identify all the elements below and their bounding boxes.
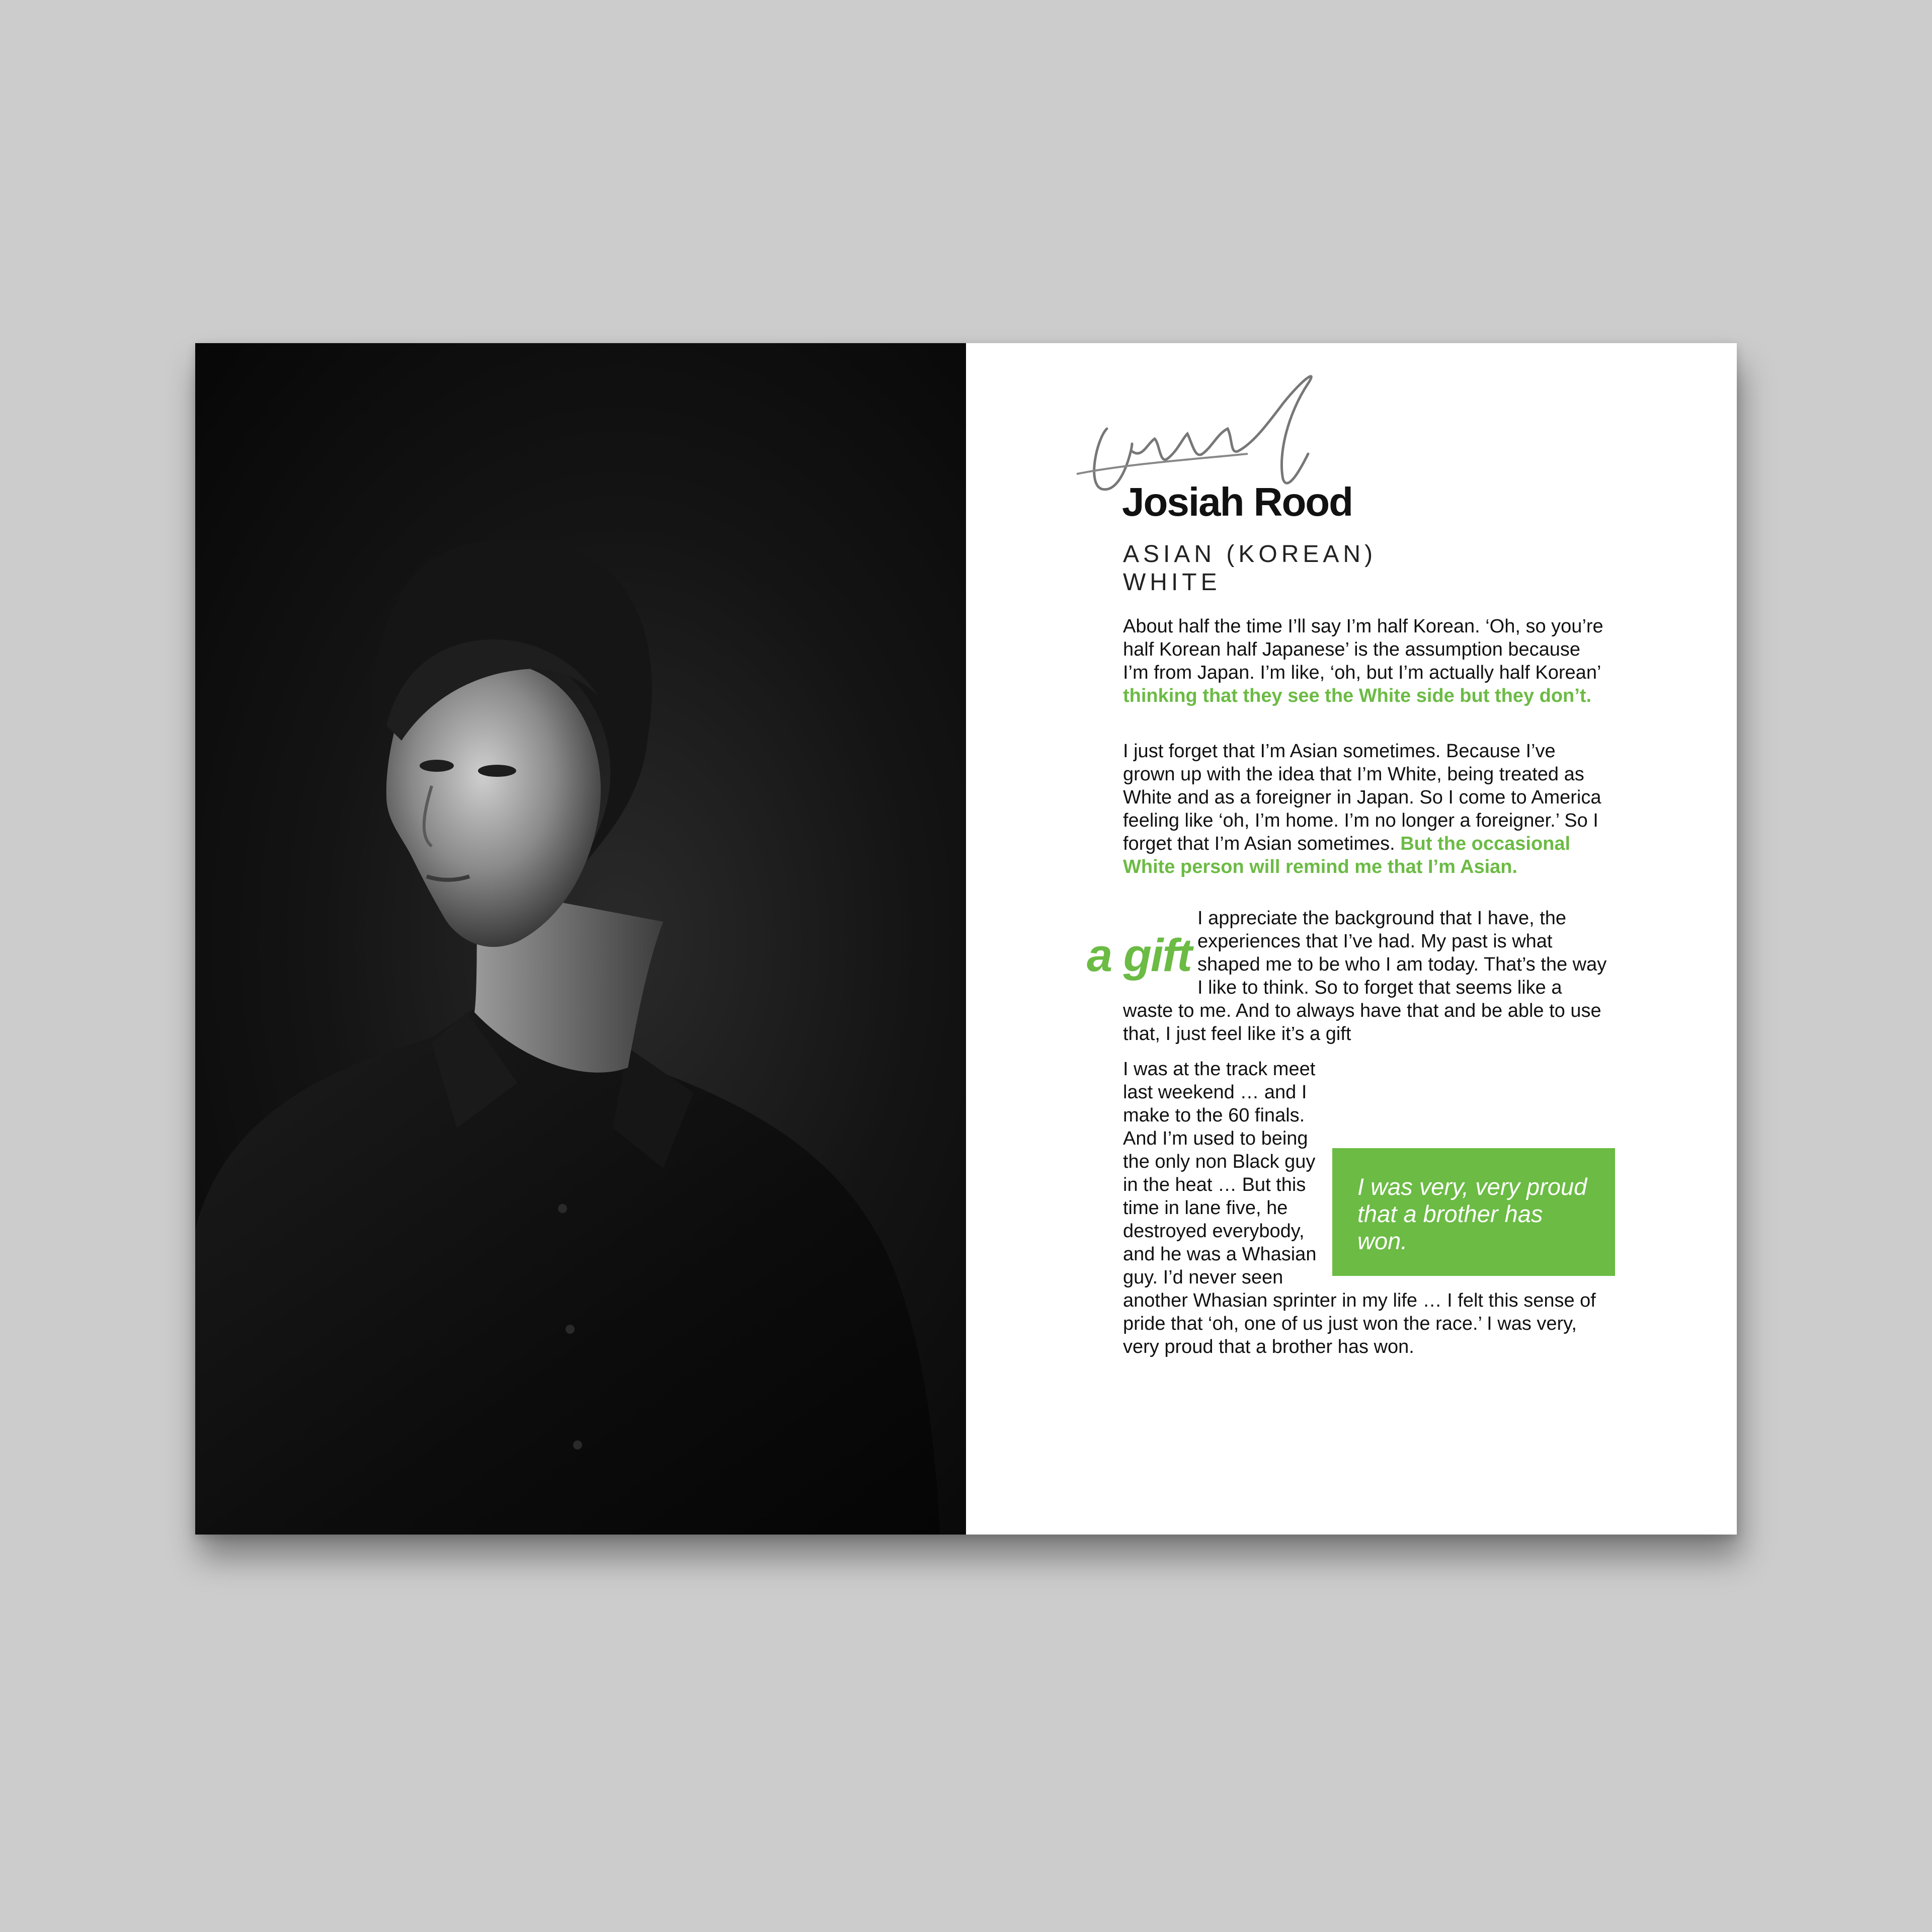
ethnicity-label — [1123, 540, 1377, 597]
paragraph-2-text: I just forget that I’m Asian sometimes. Because I’ve grown up with the idea that I’m White, being treated as White and as a foreigner in Japan. So I come to America feeling like ‘oh, I’m home. I’m no longer a foreigner.’ So I forget that I’m Asian sometimes. — [1123, 741, 1601, 854]
paragraph-1 — [1123, 615, 1611, 707]
paragraph-4-text: I was at the track meet last weekend … and I make to the 60 finals. And I’m used to being the only non Black guy in the heat … But this time in lane five, he destroyed everybody, and he was a Whasian guy. I’d never seen another Whasian sprinter in my life … I felt this sense of pride that ‘oh, one of us just won the race.’ I was very, very proud that a brother has won. — [1123, 1059, 1596, 1357]
paragraph-4 — [1123, 1058, 1611, 1358]
article-page — [966, 343, 1737, 1535]
pull-quote-box: I was very, very proud that a brother has won. — [1332, 1148, 1615, 1276]
ethnicity-line-1: ASIAN (KOREAN) — [1123, 541, 1377, 568]
portrait-illustration — [195, 343, 966, 1535]
shirt-button — [566, 1325, 575, 1334]
ethnicity-line-2: WHITE — [1123, 569, 1221, 596]
eye-left — [420, 760, 454, 772]
shirt-shape — [195, 1007, 940, 1535]
paragraph-1-text: About half the time I’ll say I’m half Korean. ‘Oh, so you’re half Korean half Japanese’ is the assumption because I’m from Japan. I’m like, ‘oh, but I’m actually half Korean’ — [1123, 616, 1603, 683]
portrait-photo — [195, 343, 966, 1535]
pull-word: a gift — [1087, 930, 1191, 981]
page-title: Josiah Rood — [1122, 479, 1353, 524]
paragraph-2 — [1123, 740, 1611, 878]
paragraph-3 — [1087, 907, 1611, 1045]
magazine-spread — [195, 343, 1737, 1535]
paragraph-2-highlight: But the occasional White person will remind me that I’m Asian. — [1123, 833, 1571, 877]
shirt-button — [558, 1204, 567, 1213]
eye-right — [478, 765, 516, 777]
shirt-button — [573, 1440, 582, 1450]
paragraph-3-text: I appreciate the background that I have, the experiences that I’ve had. My past is what shaped me to be who I am today. That’s the way I like to think. So to forget that seems like a waste to me. And to always have that and be able to use that, I just feel like it’s a gift — [1123, 908, 1607, 1044]
paragraph-1-highlight: thinking that they see the White side but they don’t. — [1123, 685, 1592, 706]
